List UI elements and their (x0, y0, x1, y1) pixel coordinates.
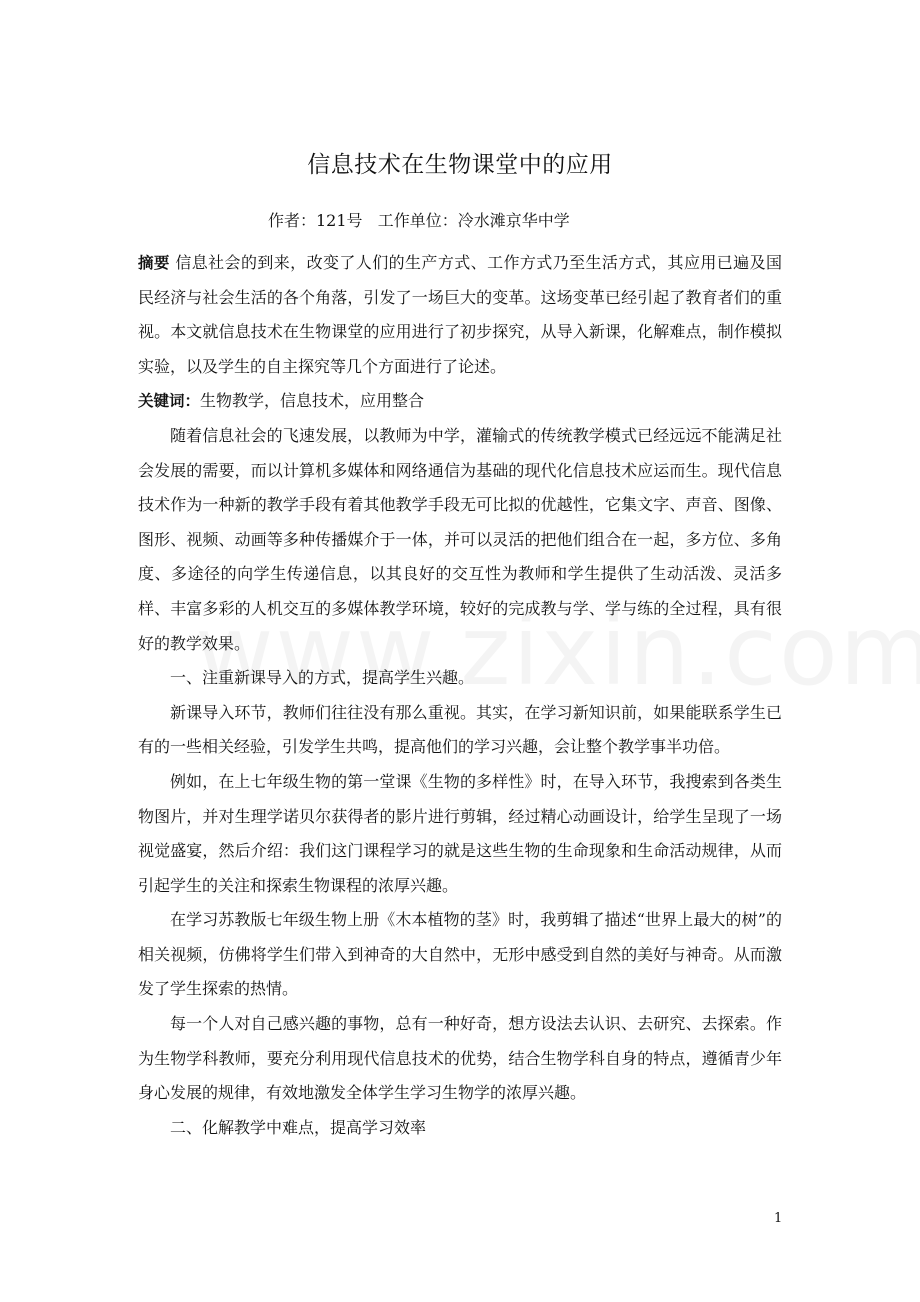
keywords-paragraph (138, 384, 782, 419)
page-number: 1 (774, 1211, 783, 1226)
abstract-paragraph (138, 246, 782, 384)
keywords-label: 关键词： (138, 392, 201, 411)
body-paragraph: 新课导入环节，教师们往往没有那么重视。其实，在学习新知识前，如果能联系学生已有的一些相关经验，引发学生共鸣，提高他们的学习兴趣，会让整个教学事半功倍。 (138, 702, 782, 757)
body-paragraph: 每一个人对自己感兴趣的事物，总有一种好奇，想方设法去认识、去研究、去探索。作为生物学科教师，要充分利用现代信息技术的优势，结合生物学科自身的特点，遵循青少年身心发展的规律，有效地激发全体学生学习生物学的浓厚兴趣。 (138, 1014, 782, 1103)
body-paragraph: 在学习苏教版七年级生物上册《木本植物的茎》时，我剪辑了描述“世界上最大的树”的相关视频，仿佛将学生们带入到神奇的大自然中，无形中感受到自然的美好与神奇。从而激发了学生探索的热情。 (138, 910, 782, 999)
section-heading: 一、注重新课导入的方式，提高学生兴趣。 (170, 668, 475, 688)
keywords-text: 生物教学，信息技术，应用整合 (200, 391, 425, 411)
author-byline: 作者：121号 工作单位：冷水滩京华中学 (268, 211, 570, 230)
document-title: 信息技术在生物课堂中的应用 (307, 152, 613, 178)
section-heading: 二、化解教学中难点，提高学习效率 (170, 1117, 427, 1137)
abstract-text: 信息社会的到来，改变了人们的生产方式、工作方式乃至生活方式，其应用已遍及国民经济与社会生活的各个角落，引发了一场巨大的变革。这场变革已经引起了教育者们的重视。本文就信息技术在生物课堂的应用进行了初步探究，从导入新课，化解难点，制作模拟实验，以及学生的自主探究等几个方面进行了论述。 (138, 253, 782, 376)
body-paragraph: 随着信息社会的飞速发展，以教师为中学，灌输式的传统教学模式已经远远不能满足社会发展的需要，而以计算机多媒体和网络通信为基础的现代化信息技术应运而生。现代信息技术作为一种新的教学手段有着其他教学手段无可比拟的优越性，它集文字、声音、图像、图形、视频、动画等多种传播媒介于一体，并可以灵活的把他们组合在一起，多方位、多角度、多途径的向学生传递信息，以其良好的交互性为教师和学生提供了生动活泼、灵活多样、丰富多彩的人机交互的多媒体教学环境，较好的完成教与学、学与练的全过程，具有很好的教学效果。 (138, 425, 782, 653)
body-paragraph: 例如，在上七年级生物的第一堂课《生物的多样性》时，在导入环节，我搜索到各类生物图片，并对生理学诺贝尔获得者的影片进行剪辑，经过精心动画设计，给学生呈现了一场视觉盛宴，然后介绍：我们这门课程学习的就是这些生物的生命现象和生命活动规律，从而引起学生的关注和探索生物课程的浓厚兴趣。 (138, 771, 782, 895)
abstract-label: 摘要 (138, 254, 170, 272)
document-body (138, 246, 782, 1145)
